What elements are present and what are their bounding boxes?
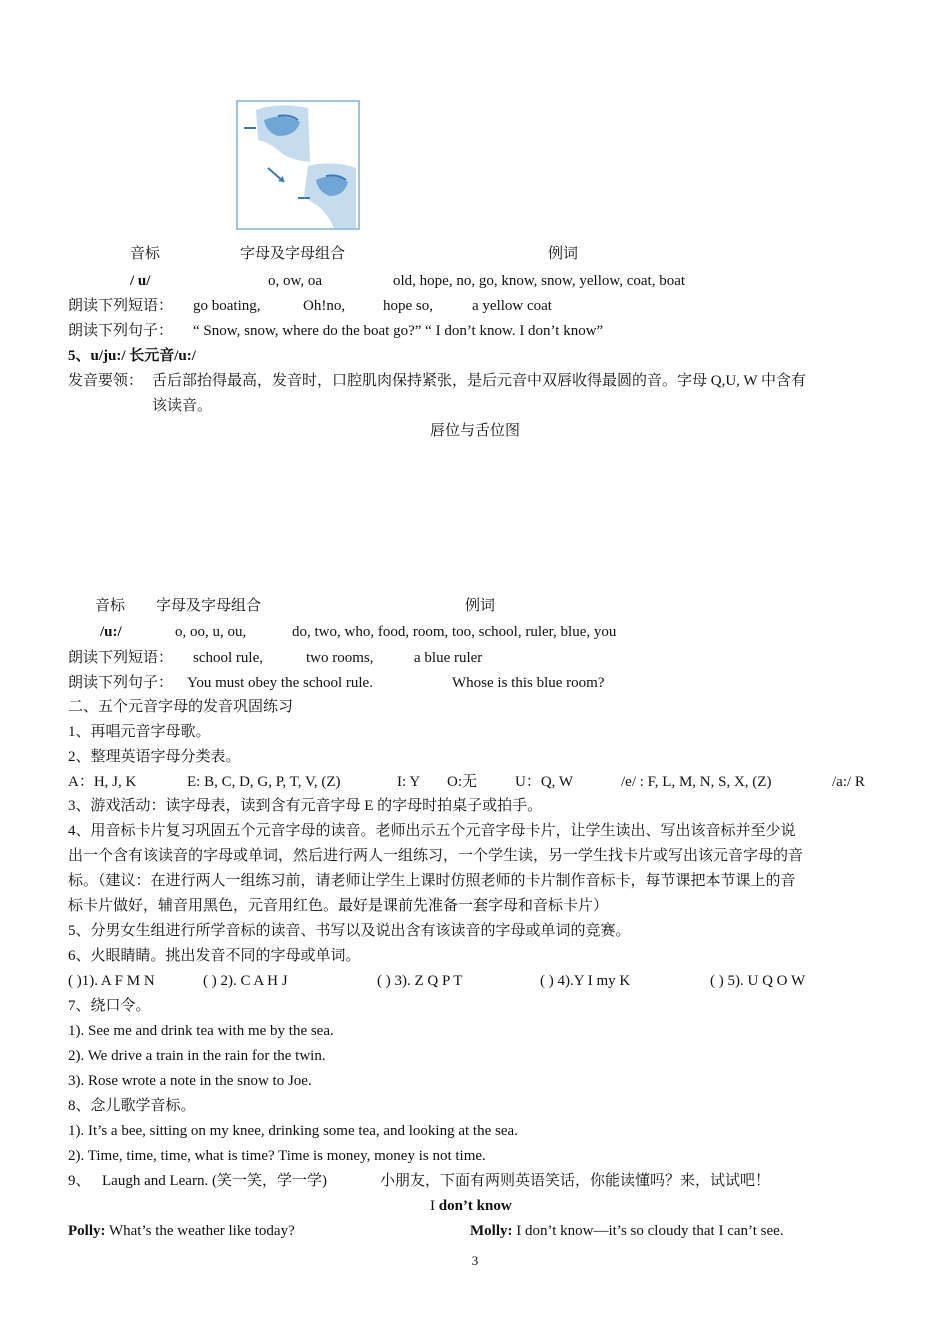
- letter-class: O:无: [447, 774, 478, 790]
- table-header-letters: 字母及字母组合: [240, 246, 346, 262]
- rhyme: 1). It’s a bee, sitting on my knee, drinking some tea, and looking at the sea.: [68, 1123, 518, 1139]
- joke-title-text: don’t know: [438, 1198, 512, 1214]
- tongue-twister: 1). See me and drink tea with me by the sea.: [68, 1023, 334, 1039]
- tip-label: 发音要领：: [68, 373, 144, 389]
- phrase-item: school rule,: [193, 650, 263, 666]
- part2-item-6: 6、火眼睛睛。挑出发音不同的字母或单词。: [68, 948, 361, 964]
- part2-item-7: 7、绕口令。: [68, 998, 151, 1014]
- quiz-item: ( ) 4).Y I my K: [540, 973, 631, 989]
- joke-title: [430, 1196, 512, 1216]
- dialog-line-molly: [470, 1221, 784, 1241]
- joke-title-prefix: I: [430, 1198, 435, 1214]
- phrase-item: hope so,: [383, 298, 433, 314]
- sentences-label: 朗读下列句子：: [68, 675, 174, 691]
- part2-item-5: 5、分男女生组进行所学音标的读音、书写以及说出含有该读音的字母或单词的竞赛。: [68, 923, 631, 939]
- figure-caption: 唇位与舌位图: [429, 423, 520, 439]
- part2-item-4-line: 出一个含有该读音的字母或单词，然后进行两人一组练习，一个学生读，另一学生找卡片或写出该元音字母的音: [68, 848, 804, 864]
- table-header-letters: 字母及字母组合: [156, 598, 262, 614]
- part2-title: 二、五个元音字母的发音巩固练习: [68, 699, 294, 715]
- dialog-text: What’s the weather like today?: [105, 1223, 295, 1239]
- part2-item-3: 3、游戏活动：读字母表，读到含有元音字母 E 的字母时拍桌子或拍手。: [68, 798, 543, 814]
- letter-class: A：H, J, K: [68, 774, 137, 790]
- phrase-item: Oh!no,: [303, 298, 346, 314]
- part2-item-9-title: Laugh and Learn. (笑一笑，学一学): [102, 1173, 327, 1189]
- speaker-name: Molly:: [470, 1223, 513, 1239]
- row-examples: do, two, who, food, room, too, school, ruler, blue, you: [292, 624, 617, 640]
- part2-item-1: 1、再唱元音字母歌。: [68, 724, 211, 740]
- letter-class: /a:/ R: [832, 774, 865, 790]
- letter-class: /e/ : F, L, M, N, S, X, (Z): [621, 774, 772, 790]
- letter-class: E: B, C, D, G, P, T, V, (Z): [187, 774, 341, 790]
- row-phonetic: /u:/: [100, 624, 122, 640]
- sentence-1: You must obey the school rule.: [187, 675, 373, 691]
- tongue-twister: 3). Rose wrote a note in the snow to Joe.: [68, 1073, 312, 1089]
- table-header-phonetic: 音标: [95, 598, 126, 614]
- section-5-title: 5、u/ju:/ 长元音/u:/: [68, 348, 196, 364]
- quiz-item: ( ) 2). C A H J: [203, 973, 288, 989]
- tongue-twister: 2). We drive a train in the rain for the twin.: [68, 1048, 326, 1064]
- row-letters: o, oo, u, ou,: [175, 624, 247, 640]
- row-examples: old, hope, no, go, know, snow, yellow, coat, boat: [393, 273, 686, 289]
- quiz-item: ( ) 5). U Q O W: [710, 973, 806, 989]
- quiz-item: ( )1). A F M N: [68, 973, 155, 989]
- part2-item-8: 8、念儿歌学音标。: [68, 1098, 196, 1114]
- phrase-item: go boating,: [193, 298, 261, 314]
- phrase-item: a yellow coat: [472, 298, 552, 314]
- table-header-phonetic: 音标: [130, 246, 161, 262]
- table-header-examples: 例词: [465, 598, 496, 614]
- phrase-item: a blue ruler: [414, 650, 483, 666]
- row-letters: o, ow, oa: [268, 273, 323, 289]
- page-number: 3: [471, 1253, 479, 1268]
- speaker-name: Polly:: [68, 1223, 106, 1239]
- part2-item-9-note: 小朋友，下面有两则英语笑话，你能读懂吗？来，试试吧！: [380, 1173, 771, 1189]
- part2-item-4-line: 标卡片做好，辅音用黑色，元音用红色。最好是课前先准备一套字母和音标卡片）: [68, 898, 609, 914]
- row-phonetic: / u/: [130, 273, 151, 289]
- part2-item-4-line: 4、用音标卡片复习巩固五个元音字母的读音。老师出示五个元音字母卡片，让学生读出、写出该音标并至少说: [68, 823, 796, 839]
- part2-item-2: 2、整理英语字母分类表。: [68, 749, 241, 765]
- letter-class: I: Y: [397, 774, 421, 790]
- part2-item-4-line: 标。（建议：在进行两人一组练习前，请老师让学生上课时仿照老师的卡片制作音标卡，每节课把本节课上的音: [68, 873, 796, 889]
- mouth-position-image: [238, 102, 358, 228]
- letter-class: U：Q, W: [515, 774, 574, 790]
- table-header-examples: 例词: [548, 246, 579, 262]
- sentences-label: 朗读下列句子：: [68, 323, 174, 339]
- phrases-label: 朗读下列短语：: [68, 650, 174, 666]
- phrase-item: two rooms,: [306, 650, 374, 666]
- sentences-text: “ Snow, snow, where do the boat go?” “ I don’t know. I don’t know”: [193, 323, 604, 339]
- rhyme: 2). Time, time, time, what is time? Time is money, money is not time.: [68, 1148, 486, 1164]
- quiz-item: ( ) 3). Z Q P T: [377, 973, 463, 989]
- tip-line-2: 该读音。: [152, 398, 213, 414]
- part2-item-9-number: 9、: [68, 1173, 91, 1189]
- tip-line-1: 舌后部抬得最高，发音时，口腔肌肉保持紧张，是后元音中双唇收得最圆的音。字母 Q,U, W 中含有: [152, 373, 807, 389]
- dialog-text: I don’t know—it’s so cloudy that I can’t see.: [512, 1223, 784, 1239]
- dialog-line-polly: [68, 1221, 295, 1241]
- phrases-label: 朗读下列短语：: [68, 298, 174, 314]
- sentence-2: Whose is this blue room?: [452, 675, 605, 691]
- mouth-diagram-figure: [236, 100, 360, 230]
